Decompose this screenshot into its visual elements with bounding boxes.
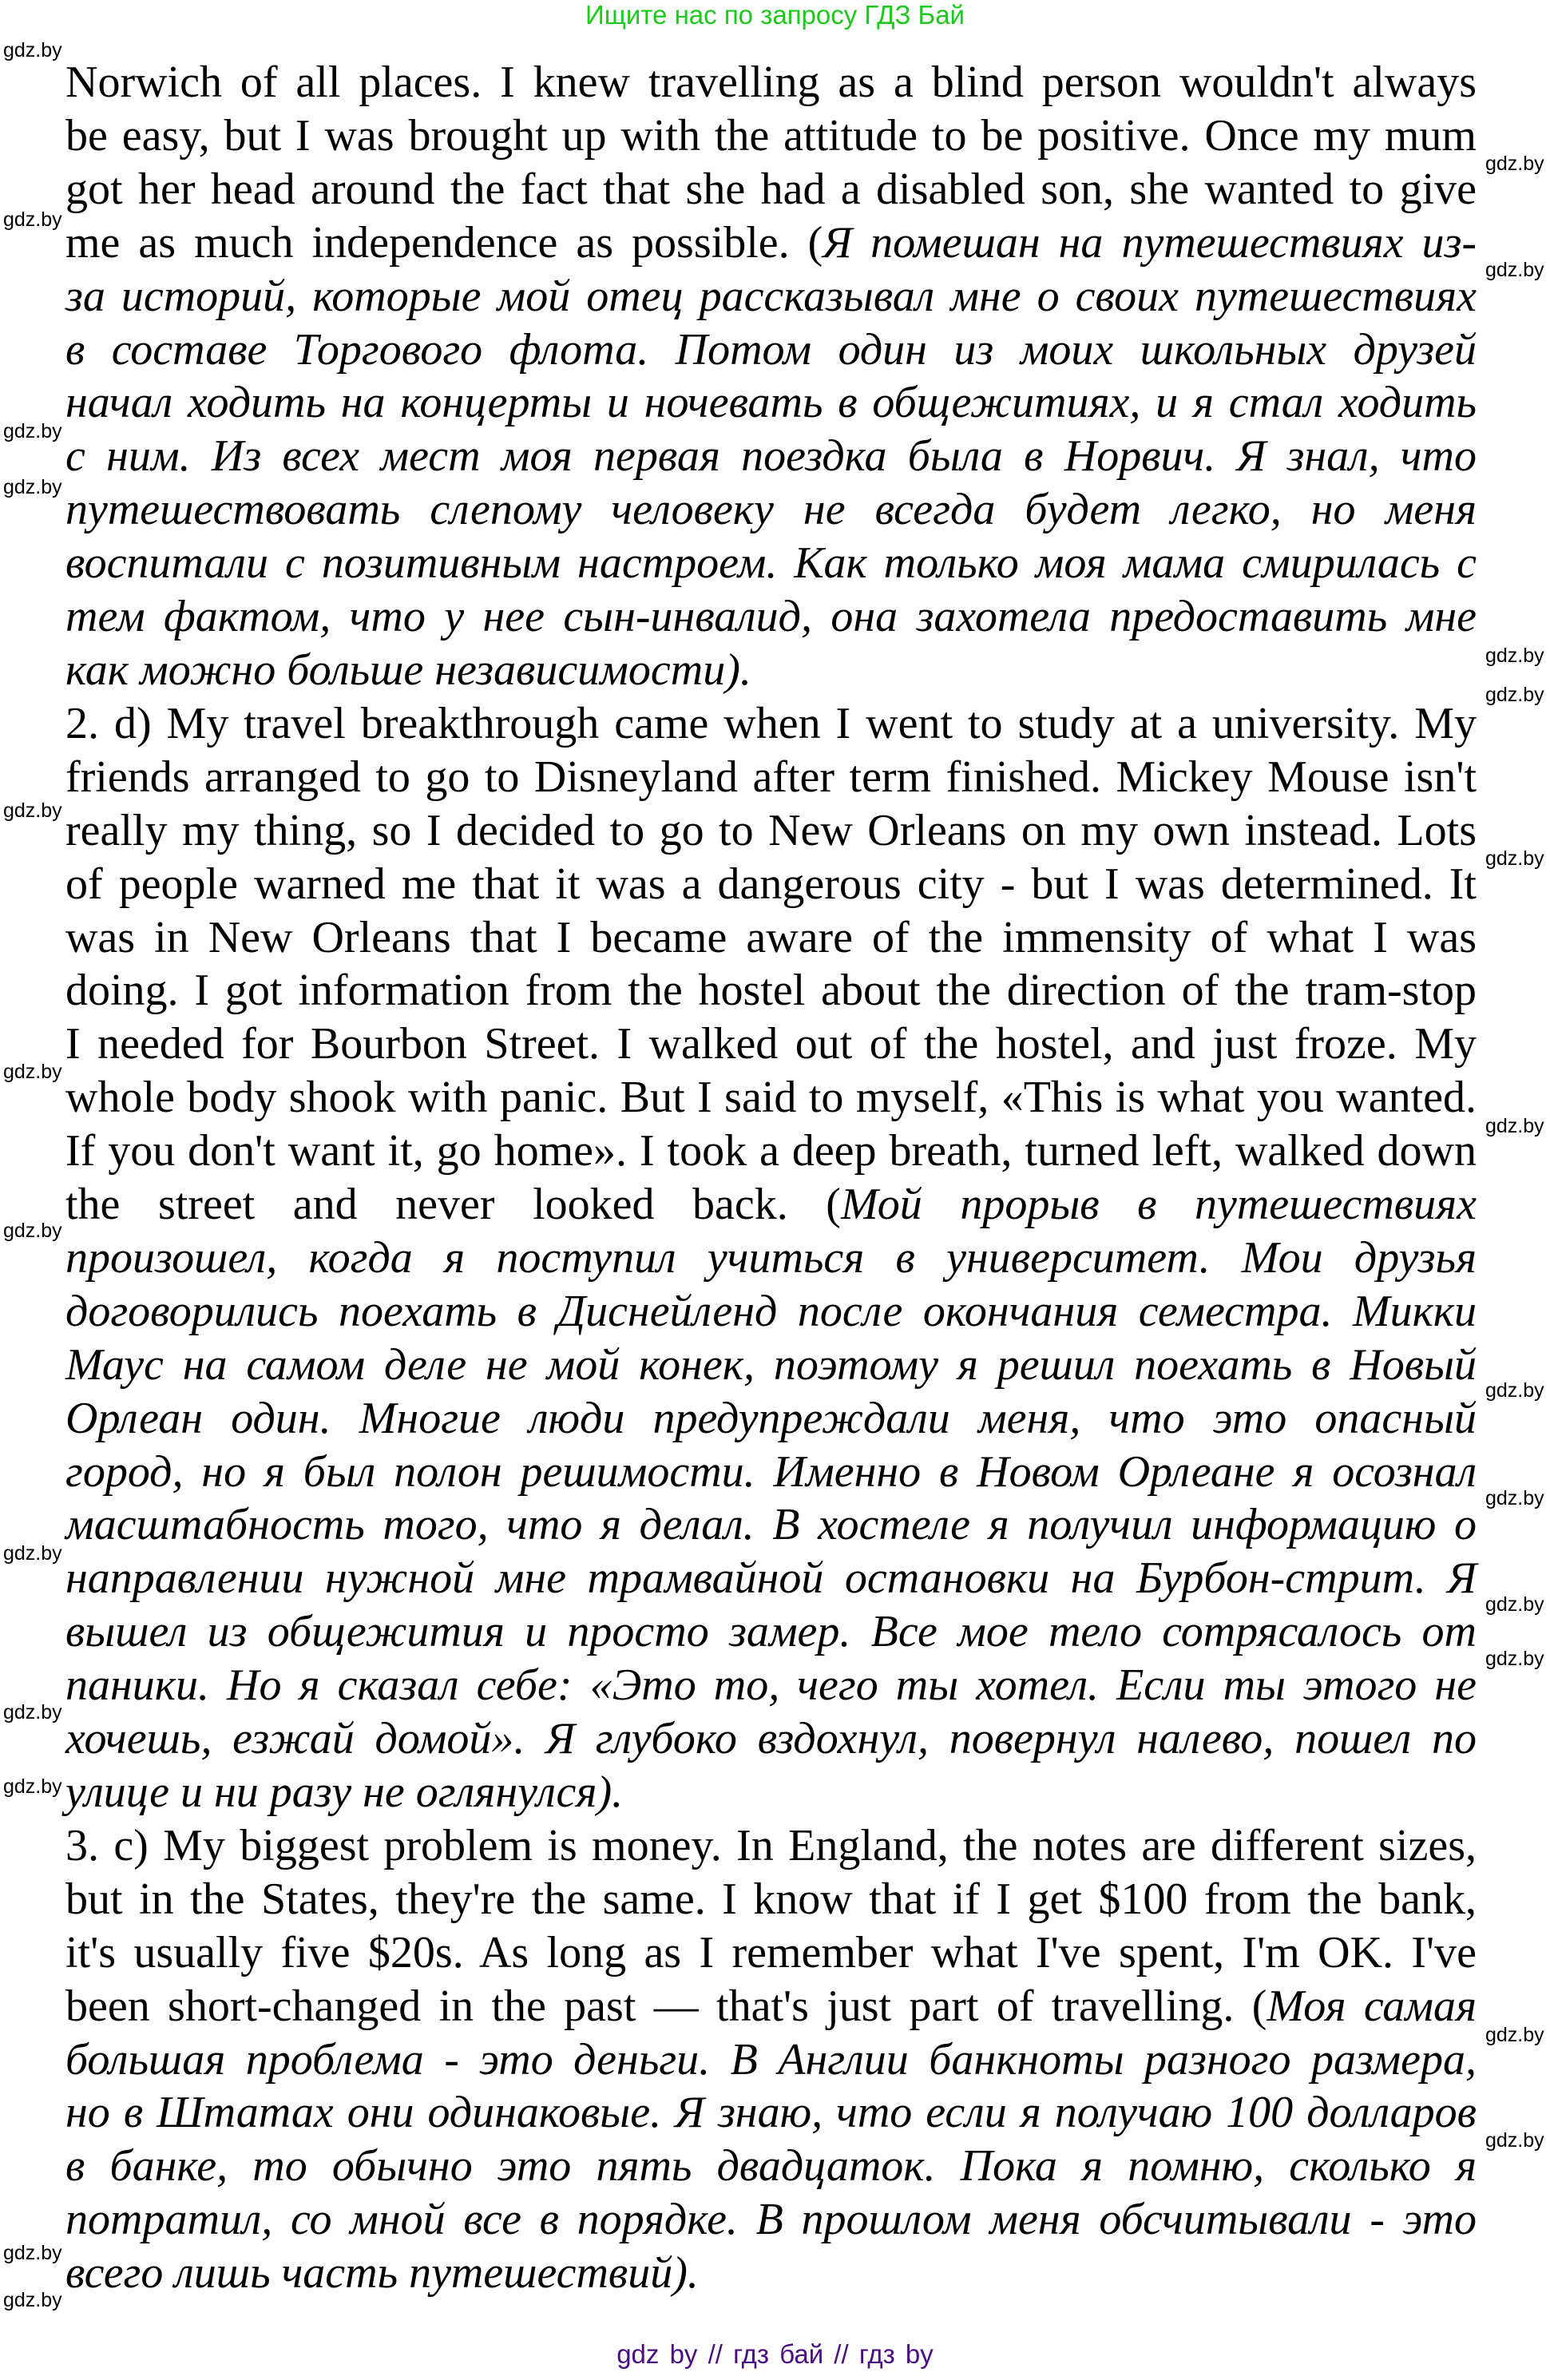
text-line: [65, 1766, 1477, 1819]
english-text: I needed for Bourbon Street. I walked out of the hostel, and just froze. My: [65, 1019, 1477, 1069]
watermark: gdz.by: [3, 476, 62, 499]
russian-translation-text: Орлеан один. Многие люди предупреждали меня, что это опасный: [65, 1393, 1477, 1443]
russian-translation-text: за историй, которые мой отец рассказывал мне о своих путешествиях: [65, 271, 1477, 321]
text-line: [65, 2193, 1477, 2247]
text-line: [65, 751, 1477, 804]
text-line: [65, 1498, 1477, 1552]
english-text: friends arranged to go to Disneyland after term finished. Mickey Mouse isn't: [65, 752, 1477, 802]
text-line: [65, 964, 1477, 1017]
english-text: me as much independence as possible. (: [65, 217, 823, 268]
text-line: [65, 216, 1477, 270]
russian-translation-text: всего лишь часть путешествий).: [65, 2248, 699, 2299]
text-line: [65, 1552, 1477, 1605]
english-text: 3. c) My biggest problem is money. In England, the notes are different sizes,: [65, 1820, 1477, 1870]
text-line: [65, 590, 1477, 644]
text-line: [65, 1980, 1477, 2033]
russian-translation-text: Маус на самом деле не мой конек, поэтому я решил поехать в Новый: [65, 1339, 1477, 1390]
text-line: [65, 1659, 1477, 1712]
english-text: If you don't want it, go home». I took a deep breath, turned left, walked down: [65, 1126, 1477, 1176]
text-line: [65, 1446, 1477, 1499]
text-line: [65, 911, 1477, 965]
watermark: gdz.by: [1485, 258, 1544, 281]
russian-translation-text: воспитали с позитивным настроем. Как только моя мама смирилась с: [65, 538, 1477, 589]
english-text: Norwich of all places. I knew travelling as a blind person wouldn't always: [65, 58, 1477, 107]
text-line: [65, 1819, 1477, 1873]
russian-translation-text: масштабность того, что я делал. В хостеле я получил информацию о: [65, 1500, 1477, 1550]
watermark: gdz.by: [3, 419, 62, 442]
russian-translation-text: тем фактом, что у нее сын-инвалид, она захотела предоставить мне: [65, 592, 1477, 642]
russian-translation-text: паники. Но я сказал себе: «Это то, чего ты хотел. Если ты этого не: [65, 1660, 1477, 1711]
russian-translation-text: направлении нужной мне трамвайной остановки на Бурбон-стрит. Я: [65, 1553, 1477, 1604]
text-line: [65, 270, 1477, 323]
english-text: was in New Orleans that I became aware of the immensity of what I was: [65, 912, 1477, 962]
text-line: [65, 430, 1477, 483]
english-text: 2. d) My travel breakthrough came when I went to study at a university. My: [65, 698, 1477, 748]
watermark: gdz.by: [3, 1060, 62, 1083]
watermark: gdz.by: [3, 1775, 62, 1798]
text-line: [65, 483, 1477, 537]
watermark: gdz.by: [1485, 2024, 1544, 2047]
russian-translation-text: Мой прорыв в путешествиях: [840, 1180, 1477, 1230]
text-line: [65, 1178, 1477, 1232]
russian-translation-text: начал ходить на концерты и ночевать в общежитиях, и я стал ходить: [65, 378, 1477, 428]
text-line: [65, 2247, 1477, 2300]
text-line: [65, 1071, 1477, 1125]
russian-translation-text: улице и ни разу не оглянулся).: [65, 1767, 624, 1817]
text-line: [65, 1125, 1477, 1178]
watermark: gdz.by: [1485, 2129, 1544, 2152]
watermark: gdz.by: [1485, 847, 1544, 871]
text-line: [65, 1712, 1477, 1766]
text-line: [65, 323, 1477, 377]
text-line: [65, 804, 1477, 858]
watermark: gdz.by: [3, 1220, 62, 1243]
english-text: of people warned me that it was a dangerous city - but I was determined. It: [65, 859, 1477, 909]
watermark: gdz.by: [3, 1541, 62, 1565]
english-text: doing. I got information from the hostel about the direction of the tram-stop: [65, 966, 1477, 1016]
text-line: [65, 537, 1477, 590]
text-line: [65, 1392, 1477, 1446]
russian-translation-text: Я помешан на путешествиях из-: [823, 217, 1477, 268]
document-body: [65, 0, 1477, 2300]
english-text: it's usually five $20s. As long as I remember what I've spent, I'm OK. I've: [65, 1927, 1477, 1977]
english-text: be easy, but I was brought up with the attitude to be positive. Once my mum: [65, 110, 1477, 161]
watermark: gdz.by: [1485, 644, 1544, 667]
russian-translation-text: путешествовать слепому человеку не всегда будет легко, но меня: [65, 485, 1477, 535]
watermark: gdz.by: [3, 38, 62, 61]
watermark: gdz.by: [1485, 1487, 1544, 1510]
text-line: [65, 644, 1477, 697]
watermark: gdz.by: [1485, 1115, 1544, 1138]
watermark: gdz.by: [3, 799, 62, 822]
russian-translation-text: большая проблема - это деньги. В Англии банкноты разного размера,: [65, 2034, 1477, 2084]
text-line: [65, 1017, 1477, 1071]
english-text: the street and never looked back. (: [65, 1180, 841, 1230]
text-line: [65, 1339, 1477, 1392]
watermark: gdz.by: [1485, 1648, 1544, 1671]
text-line: [65, 109, 1477, 163]
watermark: gdz.by: [1485, 684, 1544, 707]
english-text: but in the States, they're the same. I know that if I get $100 from the bank,: [65, 1874, 1477, 1924]
text-line: [65, 1232, 1477, 1285]
russian-translation-text: но в Штатах они одинаковые. Я знаю, что если я получаю 100 долларов: [65, 2088, 1477, 2138]
search-hint-banner: Ищите нас по запросу ГДЗ Бай: [585, 0, 965, 30]
text-line: [65, 1873, 1477, 1926]
text-line: [65, 2140, 1477, 2193]
russian-translation-text: в банке, то обычно это пять двадцаток. Пока я помню, сколько я: [65, 2141, 1477, 2192]
watermark: gdz.by: [3, 2289, 62, 2311]
russian-translation-text: хочешь, езжай домой». Я глубоко вздохнул, повернул налево, пошел по: [65, 1714, 1477, 1764]
text-line: [65, 163, 1477, 216]
text-line: [65, 697, 1477, 751]
watermark: gdz.by: [3, 208, 62, 232]
text-line: [65, 2033, 1477, 2087]
english-text: been short-changed in the past — that's just part of travelling. (: [65, 1981, 1267, 2031]
watermark: gdz.by: [3, 1700, 62, 1724]
watermark: gdz.by: [1485, 1593, 1544, 1616]
site-footer-links: gdz by // гдз бай // гдз by: [616, 2339, 934, 2370]
russian-translation-text: потратил, со мной все в порядке. В прошлом меня обсчитывали - это: [65, 2195, 1477, 2245]
watermark: gdz.by: [3, 2241, 62, 2264]
russian-translation-text: в составе Торгового флота. Потом один из моих школьных друзей: [65, 324, 1477, 375]
russian-translation-text: произошел, когда я поступил учиться в университет. Мои друзья: [65, 1232, 1477, 1283]
text-line: [65, 56, 1477, 109]
text-line: [65, 1926, 1477, 1980]
english-text: really my thing, so I decided to go to New Orleans on my own instead. Lots: [65, 805, 1477, 855]
watermark: gdz.by: [1485, 1378, 1544, 1402]
russian-translation-text: город, но я был полон решимости. Именно в Новом Орлеане я осознал: [65, 1446, 1477, 1497]
russian-translation-text: вышел из общежития и просто замер. Все мое тело сотрясалось от: [65, 1607, 1477, 1657]
text-line: [65, 1285, 1477, 1339]
text-line: [65, 858, 1477, 911]
russian-translation-text: как можно больше независимости).: [65, 645, 751, 695]
russian-translation-text: с ним. Из всех мест моя первая поездка была в Норвич. Я знал, что: [65, 431, 1477, 482]
russian-translation-text: договорились поехать в Диснейленд после окончания семестра. Микки: [65, 1286, 1477, 1336]
text-line: [65, 2086, 1477, 2140]
russian-translation-text: Моя самая: [1267, 1981, 1477, 2031]
text-line: [65, 1605, 1477, 1659]
english-text: got her head around the fact that she had a disabled son, she wanted to give: [65, 164, 1477, 214]
text-line: [65, 376, 1477, 430]
watermark: gdz.by: [1485, 152, 1544, 175]
english-text: whole body shook with panic. But I said to myself, «This is what you wanted.: [65, 1073, 1477, 1123]
